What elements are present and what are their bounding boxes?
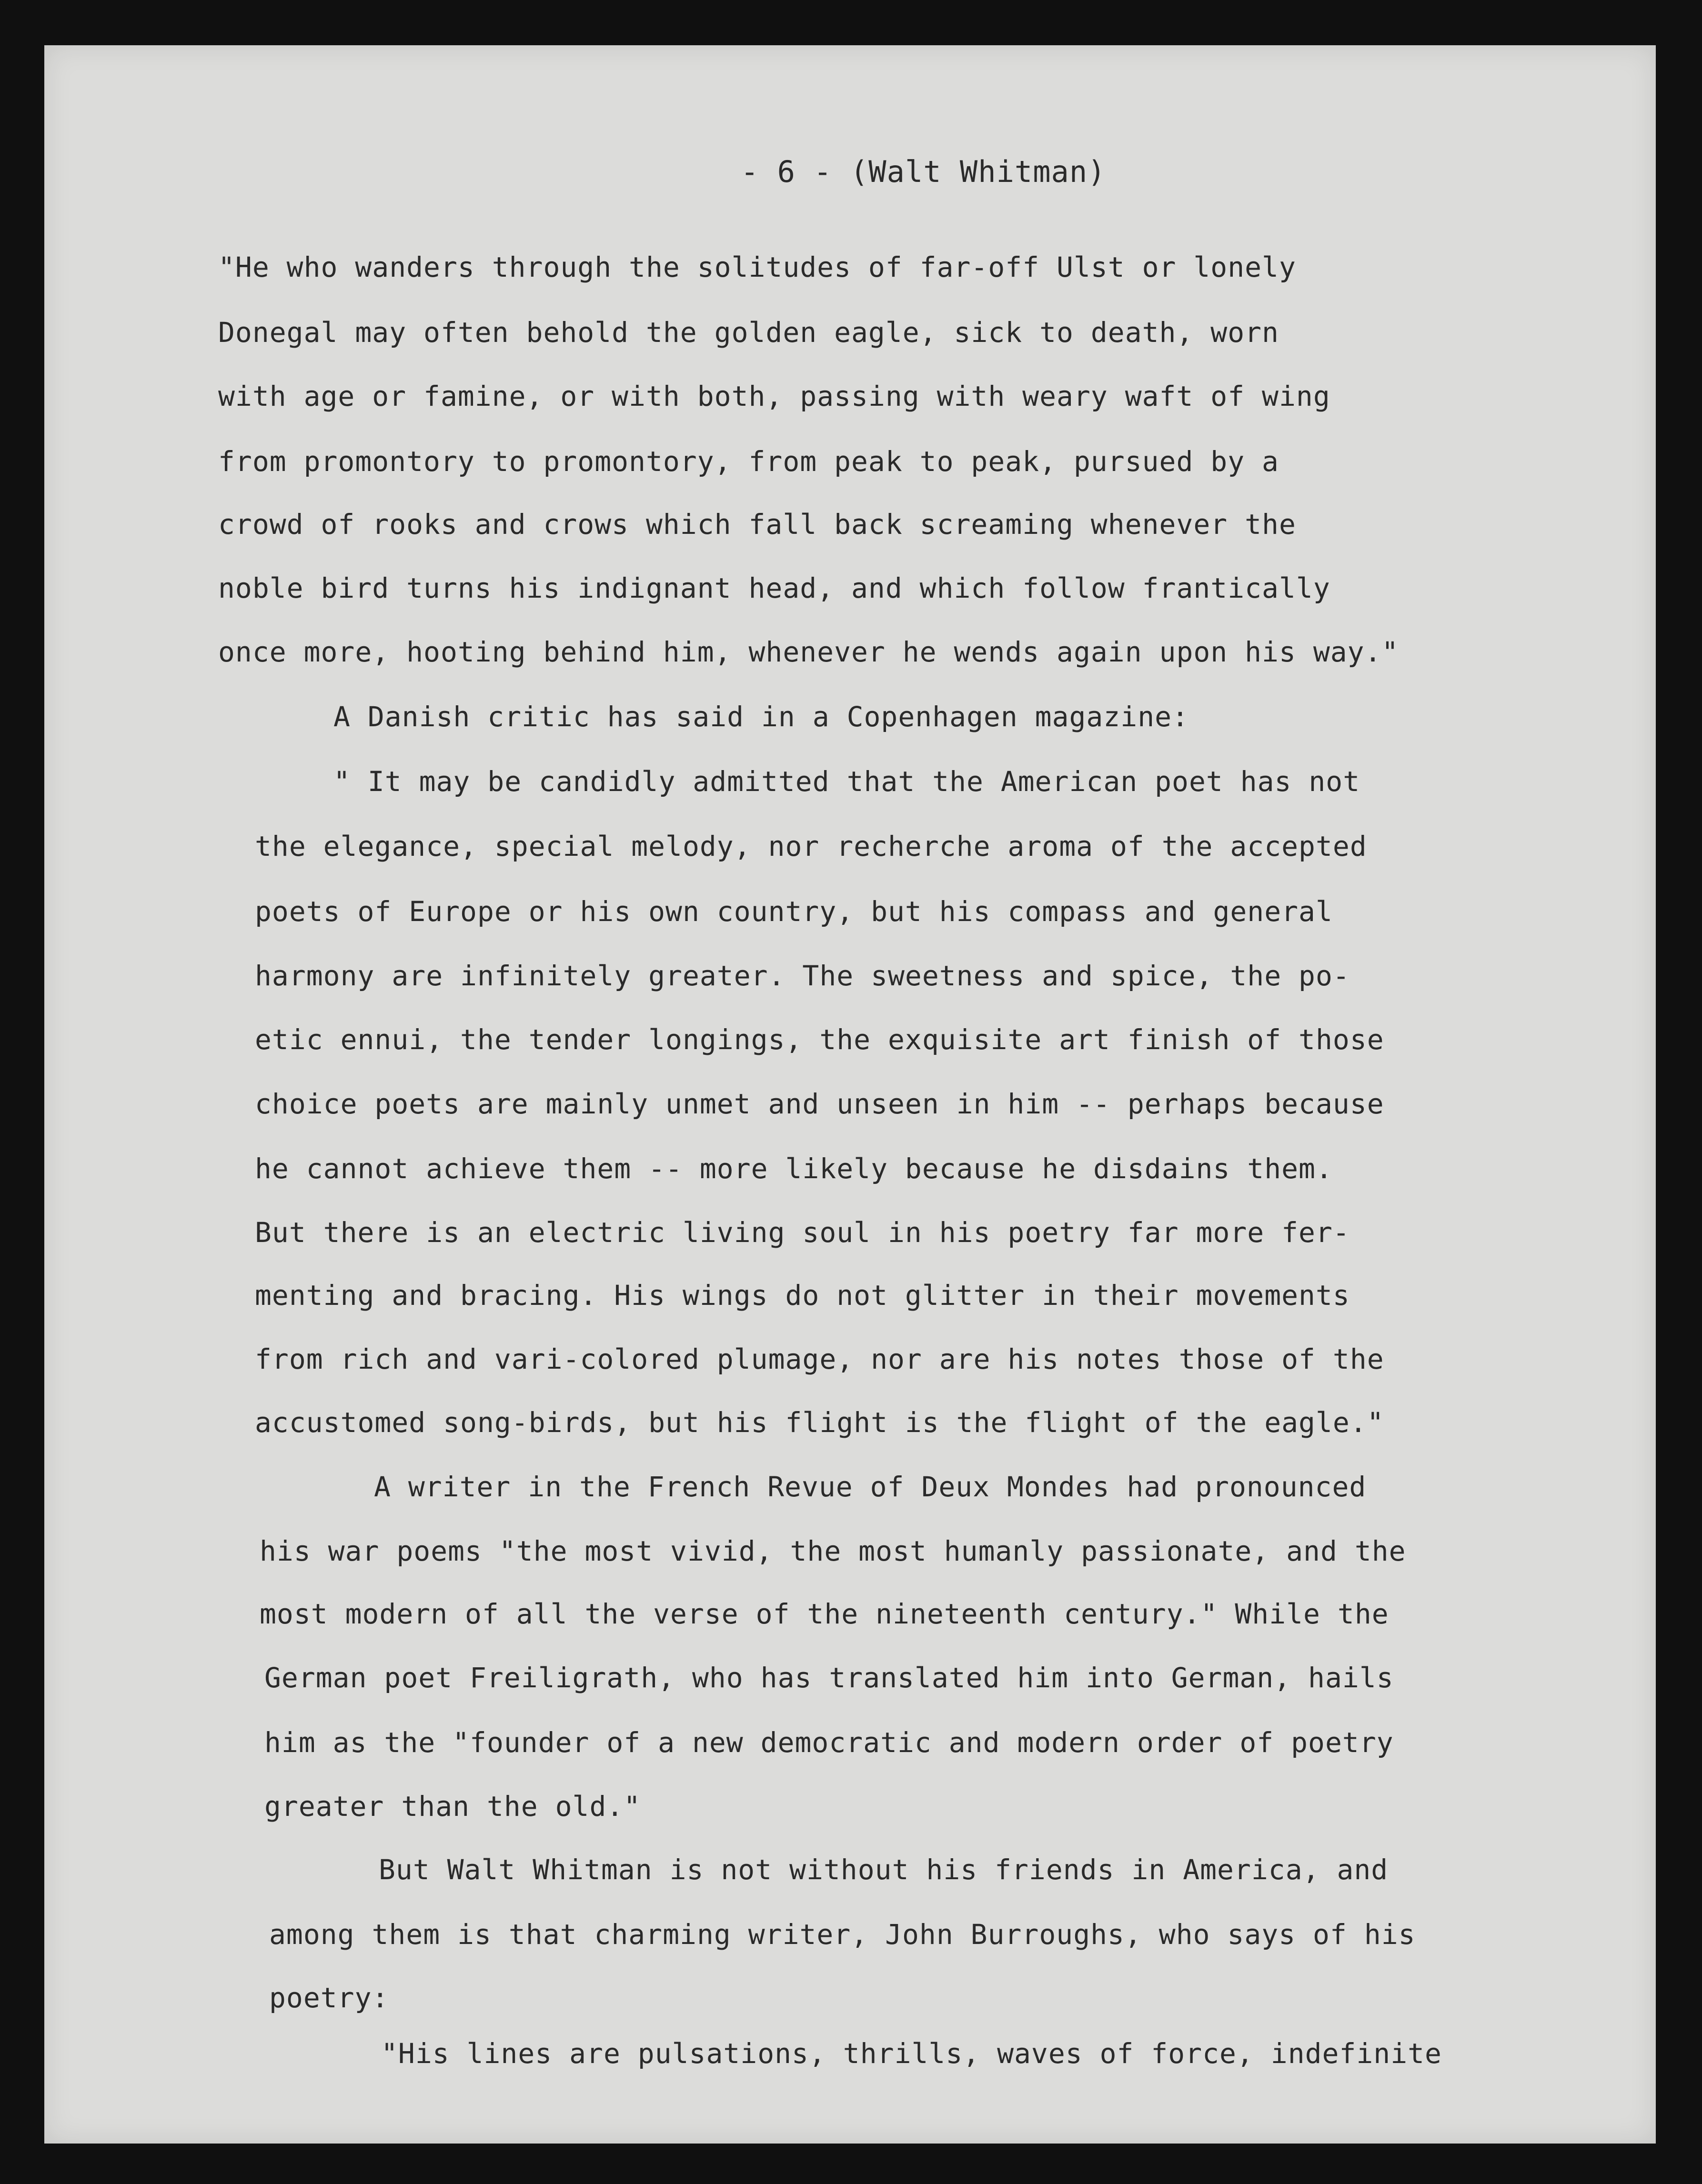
text-line-3: with age or famine, or with both, passing with weary waft of wing [218, 380, 1330, 412]
text-line-24: him as the "founder of a new democratic and modern order of poetry [264, 1726, 1394, 1759]
text-line-13: etic ennui, the tender longings, the exquisite art finish of those [255, 1023, 1384, 1056]
text-line-2: Donegal may often behold the golden eagle, sick to death, worn [218, 316, 1279, 349]
text-line-16: But there is an electric living soul in his poetry far more fer- [255, 1216, 1350, 1249]
text-line-22: most modern of all the verse of the nineteenth century." While the [260, 1598, 1389, 1630]
text-line-6: noble bird turns his indignant head, and which follow frantically [218, 572, 1330, 604]
text-line-29: "His lines are pulsations, thrills, waves of force, indefinite [381, 2037, 1442, 2070]
text-line-10: the elegance, special melody, nor recherche aroma of the accepted [255, 830, 1367, 862]
text-line-28: poetry: [269, 1982, 389, 2014]
text-line-1: "He who wanders through the solitudes of far-off Ulst or lonely [218, 251, 1296, 283]
text-line-12: harmony are infinitely greater. The sweetness and spice, the po- [255, 960, 1350, 992]
text-line-23: German poet Freiligrath, who has translated him into German, hails [264, 1662, 1394, 1694]
text-line-14: choice poets are mainly unmet and unseen in him -- perhaps because [255, 1088, 1384, 1120]
text-line-25: greater than the old." [264, 1790, 641, 1823]
page-header: - 6 - (Walt Whitman) [741, 154, 1106, 189]
text-line-18: from rich and vari-colored plumage, nor are his notes those of the [255, 1343, 1384, 1375]
text-line-8: A Danish critic has said in a Copenhagen magazine: [333, 701, 1189, 733]
text-line-9: " It may be candidly admitted that the American poet has not [333, 765, 1360, 798]
text-line-5: crowd of rooks and crows which fall back screaming whenever the [218, 508, 1296, 541]
text-line-7: once more, hooting behind him, whenever he wends again upon his way." [218, 636, 1399, 668]
text-line-26: But Walt Whitman is not without his friends in America, and [379, 1853, 1389, 1886]
text-line-27: among them is that charming writer, John Burroughs, who says of his [269, 1918, 1416, 1951]
text-line-17: menting and bracing. His wings do not glitter in their movements [255, 1279, 1350, 1312]
text-line-15: he cannot achieve them -- more likely because he disdains them. [255, 1152, 1333, 1185]
text-line-21: his war poems "the most vivid, the most humanly passionate, and the [260, 1535, 1406, 1567]
text-line-19: accustomed song-birds, but his flight is the flight of the eagle." [255, 1406, 1384, 1439]
text-line-11: poets of Europe or his own country, but his compass and general [255, 895, 1333, 928]
text-line-4: from promontory to promontory, from peak to peak, pursued by a [218, 445, 1279, 478]
text-line-20: A writer in the French Revue of Deux Mondes had pronounced [374, 1471, 1367, 1503]
